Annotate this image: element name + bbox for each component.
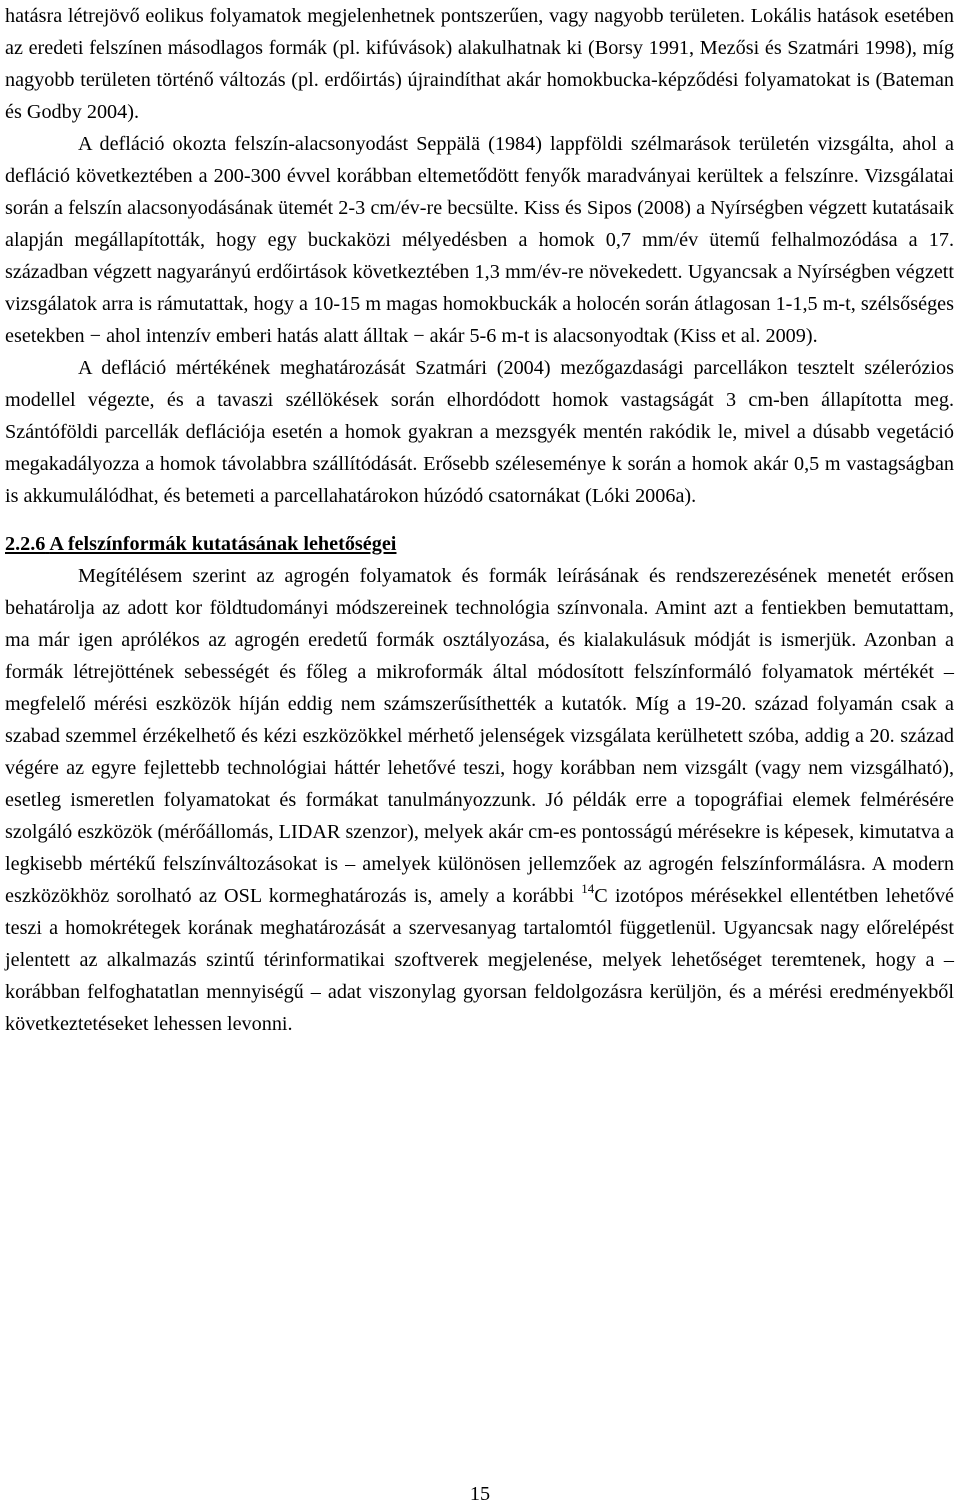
page-number: 15 — [469, 1483, 491, 1505]
paragraph-text-part-1: Megítélésem szerint az agrogén folyamatok és formák leírásának és rendszerezésének menetét erősen behatárolja az adott kor földtudományi módszereinek technológia színvonala. Amint azt a fentiekben bemutattam, ma már igen aprólékos az agrogén eredetű formák osztályozása, és kialakulásuk módját is ismerjük. Azonban a formák létrejöttének sebességét és főleg a mikroformák által módosított felszínformáló folyamatok mértékét – megfelelő mérési eszközök híján eddig nem számszerűsíthették a kutatók. Míg a 19-20. század folyamán csak a szabad szemmel érzékelhető és kézi eszközökkel mérhető jelenségek vizsgálata kerülhetett szóba, addig a 20. század végére az egyre fejlettebb technológiai háttér lehetővé teszi, hogy korábban nem vizsgált (vagy nem vizsgálható), esetleg ismeretlen folyamatokat és formákat tanulmányozzunk. Jó példák erre a topográfiai elemek felmérésére szolgáló eszközök (mérőállomás, LIDAR szenzor), melyek akár cm-es pontosságú mérésekre is képesek, kimutatva a legkisebb mértékű felszínváltozásokat is – amelyek különösen jellemzőek az agrogén felszínformálásra. A modern eszközökhöz sorolható az OSL kormeghatározás is, amely a korábbi — [5, 565, 954, 907]
paragraph-research-possibilities — [5, 560, 954, 1040]
isotope-superscript: 14 — [581, 881, 595, 896]
section-title: A felszínformák kutatásának lehetőségei — [49, 533, 397, 555]
section-heading-text — [5, 533, 396, 555]
section-heading — [5, 528, 954, 560]
paragraph-deflation-measurement: A defláció mértékének meghatározását Szatmári (2004) mezőgazdasági parcellákon tesztelt szélerózios modellel végezte, és a tavaszi széllökések során elhordódott homok vastagságát 3 cm-ben állapította meg. Szántóföldi parcellák deflációja esetén a homok gyakran a mezsgyék mentén rakódik le, mivel a dúsabb vegetáció megakadályozza a homok távolabbra szállítódását. Erősebb széleseménye k során a homok akár 0,5 m vastagságban is akkumulálódhat, és betemeti a parcellahatárokon húzódó csatornákat (Lóki 2006a). — [5, 357, 954, 507]
paragraph-deflation-lowering: A defláció okozta felszín-alacsonyodást Seppälä (1984) lappföldi szélmarások területén vizsgálta, ahol a defláció következtében a 200-300 évvel korábban eltemetődött fenyők maradványai kerültek a felszínre. Vizsgálatai során a felszín alacsonyodásának ütemét 2-3 cm/év-re becsülte. Kiss és Sipos (2008) a Nyírségben végzett kutatásaik alapján megállapították, hogy egy buckaközi mélyedésben a homok 0,7 mm/év ütemű felhalmozódása a 17. században végzett nagyarányú erdőirtások következtében 1,3 mm/év-re növekedett. Ugyancsak a Nyírségben végzett vizsgálatok arra is rámutattak, hogy a 10-15 m magas homokbuckák a holocén során átlagosan 1-1,5 m-t, szélsőséges esetekben − ahol intenzív emberi hatás alatt álltak − akár 5-6 m-t is alacsonyodtak (Kiss et al. 2009). — [5, 133, 954, 347]
paragraph-text-part-2: C izotópos mérésekkel ellentétben lehetővé teszi a homokrétegek korának meghatározását a szervesanyag tartalomtól függetlenül. Ugyancsak nagy előrelépést jelentett az alkalmazás szintű térinformatikai szoftverek megjelenése, melyek lehetőséget teremtenek, hogy a – korábban felfoghatatlan mennyiségű – adat viszonylag gyorsan feldolgozásra kerüljön, és a mérési eredményekből következtetéseket lehessen levonni. — [5, 885, 954, 1035]
section-number: 2.2.6 — [5, 533, 46, 555]
document-page — [5, 0, 954, 1040]
paragraph-eolic-processes: hatásra létrejövő eolikus folyamatok megjelenhetnek pontszerűen, vagy nagyobb területen. Lokális hatások esetében az eredeti felszínen másodlagos formák (pl. kifúvások) alakulhatnak ki (Borsy 1991, Mezősi és Szatmári 1998), míg nagyobb területen történő változás (pl. erdőirtás) újraindíthat akár homokbucka-képződési folyamatokat is (Bateman és Godby 2004). — [5, 5, 954, 123]
